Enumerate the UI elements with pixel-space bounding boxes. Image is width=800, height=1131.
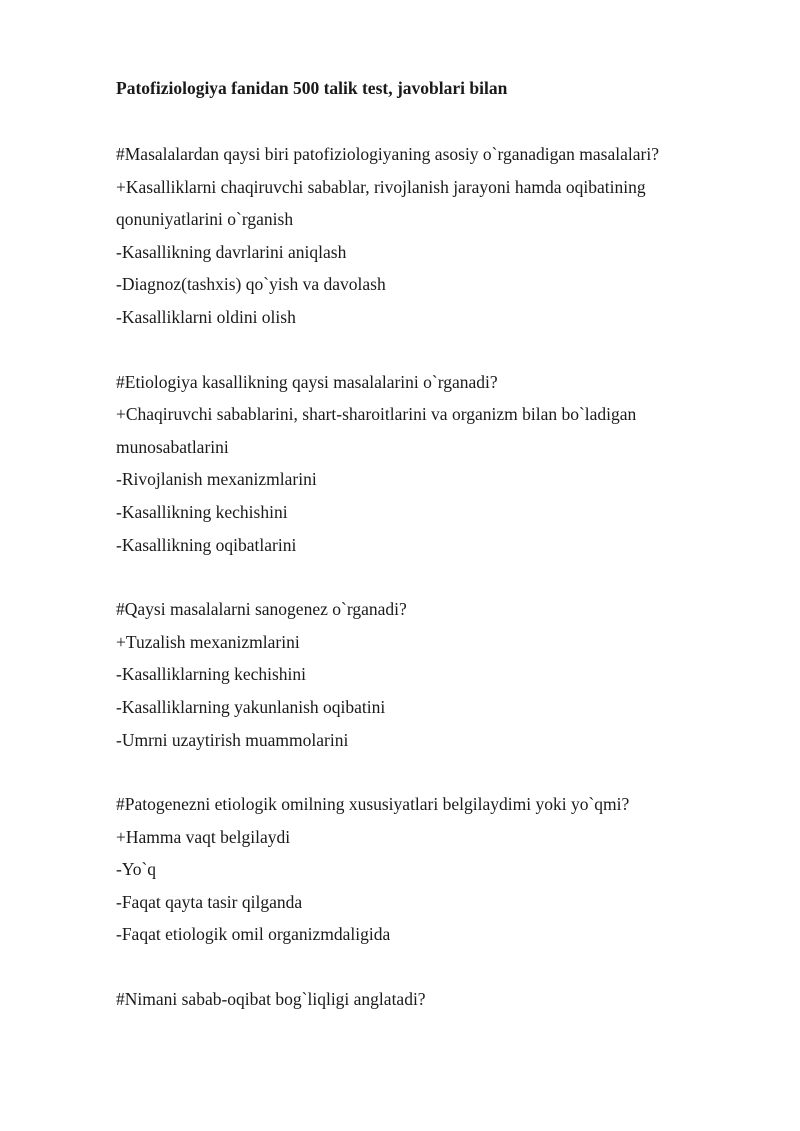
correct-answer: +Kasalliklarni chaqiruvchi sabablar, rivojlanish jarayoni hamda oqibatining qonuniyatlarini o`rganish [116,176,646,230]
question-block-2 [116,366,736,562]
answer-option: -Diagnoz(tashxis) qo`yish va davolash [116,274,386,295]
answer-option: -Kasalliklarni oldini olish [116,306,296,327]
question-text: #Patogenezni etiologik omilning xususiyatlari belgilaydimi yoki yo`qmi? [116,794,630,815]
question-text: #Qaysi masalalarni sanogenez o`rganadi? [116,599,407,620]
answer-option: -Kasalliklarning kechishini [116,664,307,685]
answer-option: -Kasallikning davrlarini aniqlash [116,241,347,262]
answer-option: -Yo`q [116,859,157,880]
answer-option: -Faqat qayta tasir qilganda [116,891,303,912]
question-block-3 [116,593,736,756]
question-text: #Masalalardan qaysi biri patofiziologiyaning asosiy o`rganadigan masalalari? [116,144,659,164]
question-block-5 [116,983,736,1016]
correct-answer: +Chaqiruvchi sabablarini, shart-sharoitlarini va organizm bilan bo`ladigan munosabatlarini [116,404,637,457]
question-text: #Etiologiya kasallikning qaysi masalalarini o`rganadi? [116,371,498,392]
answer-option: -Umrni uzaytirish muammolarini [116,729,349,750]
answer-option: -Faqat etiologik omil organizmdaligida [116,924,391,945]
answer-option: -Kasallikning oqibatlarini [116,534,297,555]
question-block-4 [116,788,736,951]
correct-answer: +Hamma vaqt belgilaydi [116,826,291,847]
question-text: #Nimani sabab-oqibat bog`liqligi anglatadi? [116,989,426,1010]
document-title: Patofiziologiya fanidan 500 talik test, javoblari bilan [116,78,508,98]
answer-option: -Rivojlanish mexanizmlarini [116,469,317,490]
answer-option: -Kasallikning kechishini [116,501,288,522]
document-content [116,76,736,1048]
question-block-1 [116,138,736,334]
answer-option: -Kasalliklarning yakunlanish oqibatini [116,696,386,717]
correct-answer: +Tuzalish mexanizmlarini [116,631,300,652]
